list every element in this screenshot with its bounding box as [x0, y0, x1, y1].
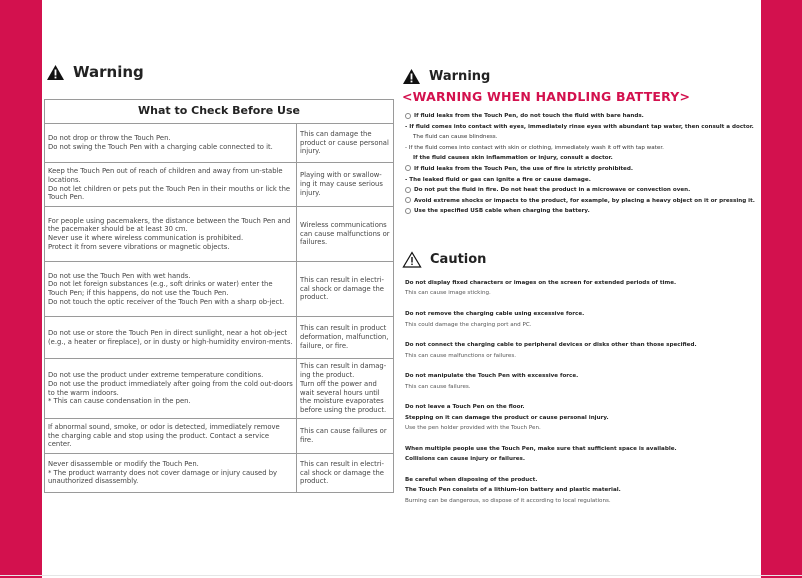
result-cell: This can result in electri-cal shock or damage the product. — [297, 454, 394, 493]
situation-cell: Do not drop or throw the Touch Pen. Do not swing the Touch Pen with a charging cable connected to it. — [45, 124, 297, 163]
caution-item-description: This could damage the charging port and PC. — [405, 321, 532, 328]
battery-warning-title: <WARNING WHEN HANDLING BATTERY> — [402, 89, 691, 104]
battery-warning-line — [405, 175, 755, 186]
situation-cell: Do not use the Touch Pen with wet hands. Do not let foreign substances (e.g., soft drinks or water) enter the Touch Pen; if this happens, do not use the Touch Pen. Do not touch the optic receiver of the Touch Pen with a sharp ob-ject. — [45, 262, 297, 317]
battery-warning-line — [405, 185, 755, 196]
battery-warning-text: - The leaked fluid or gas can ignite a fire or cause damage. — [405, 176, 591, 183]
caution-heading — [402, 251, 486, 268]
caution-item — [405, 402, 755, 433]
battery-warning-text: If fluid leaks from the Touch Pen, the use of fire is strictly prohibited. — [414, 165, 633, 172]
left-warning-title: Warning — [73, 63, 144, 81]
battery-warning-line — [405, 164, 755, 175]
battery-warning-text: - If fluid comes into contact with eyes, immediately rinse eyes with abundant tap water, then consult a doctor. — [405, 123, 754, 130]
table-row — [45, 163, 394, 207]
caution-icon — [402, 251, 422, 268]
caution-item — [405, 278, 755, 299]
circle-bullet-icon — [405, 165, 411, 171]
caution-item-title: Do not manipulate the Touch Pen with excessive force. — [405, 373, 579, 380]
caution-item-title: Do not leave a Touch Pen on the floor. Stepping on it can damage the product or cause personal injury. — [405, 404, 609, 421]
result-cell: This can result in electri-cal shock or damage the product. — [297, 262, 394, 317]
caution-item-description: This can cause malfunctions or failures. — [405, 352, 517, 359]
what-to-check-table — [44, 99, 394, 493]
result-cell: This can result in product deformation, malfunction, failure, or fire. — [297, 317, 394, 359]
battery-warning-text: The fluid can cause blindness. — [413, 134, 498, 141]
circle-bullet-icon — [405, 113, 411, 119]
battery-warning-line — [405, 196, 755, 207]
right-warning-title: Warning — [429, 69, 491, 84]
caution-item — [405, 475, 755, 506]
table-row — [45, 262, 394, 317]
situation-cell: Do not use or store the Touch Pen in direct sunlight, near a hot ob-ject (e.g., a heater or fireplace), or in dusty or high-humidity environ-ments. — [45, 317, 297, 359]
circle-bullet-icon — [405, 208, 411, 214]
circle-bullet-icon — [405, 187, 411, 193]
left-warning-heading — [46, 63, 144, 81]
caution-item-title: Do not remove the charging cable using excessive force. — [405, 311, 585, 318]
battery-warning-text: If fluid leaks from the Touch Pen, do not touch the fluid with bare hands. — [414, 113, 644, 119]
caution-item-title: Do not connect the charging cable to peripheral devices or disks other than those specified. — [405, 342, 697, 349]
battery-warning-line — [405, 132, 755, 143]
situation-cell: If abnormal sound, smoke, or odor is detected, immediately remove the charging cable and stop using the product. Contact a service center. — [45, 419, 297, 454]
caution-item-title: When multiple people use the Touch Pen, make sure that sufficient space is available. Collisions can cause injury or failures. — [405, 445, 677, 463]
table-row — [45, 317, 394, 359]
caution-item-description: This can cause image sticking. — [405, 290, 491, 297]
caution-item-description: This can cause failures. — [405, 383, 471, 390]
result-cell: This can result in damag-ing the product. Turn off the power and wait several hours until the moisture evaporates before using the product. — [297, 359, 394, 419]
situation-cell: For people using pacemakers, the distance between the Touch Pen and the pacemaker should be at least 30 cm. Never use it where wireless communication is prohibited. Protect it from severe vibrations or magnetic objects. — [45, 207, 297, 262]
battery-warning-list — [405, 111, 755, 217]
right-warning-heading — [402, 68, 490, 85]
caution-item — [405, 444, 755, 465]
battery-warning-line — [405, 143, 755, 154]
battery-warning-line — [405, 122, 755, 133]
table-row — [45, 419, 394, 454]
battery-warning-text: - If the fluid comes into contact with skin or clothing, immediately wash it off with tap water. — [405, 144, 664, 151]
result-cell: Playing with or swallow-ing it may cause serious injury. — [297, 163, 394, 207]
situation-cell: Do not use the product under extreme temperature conditions. Do not use the product immediately after going from the cold out-doors to the warm indoors. * This can cause condensation in the pen. — [45, 359, 297, 419]
result-cell: This can damage the product or cause personal injury. — [297, 124, 394, 163]
right-accent-bar — [761, 0, 802, 578]
caution-list — [405, 278, 755, 517]
caution-title: Caution — [430, 252, 487, 267]
table-row — [45, 454, 394, 493]
circle-bullet-icon — [405, 197, 411, 203]
result-cell: This can cause failures or fire. — [297, 419, 394, 454]
caution-item-title: Be careful when disposing of the product. The Touch Pen consists of a lithium-ion battery and plastic material. — [405, 477, 621, 494]
caution-item — [405, 340, 755, 361]
battery-warning-text: If the fluid causes skin inflammation or injury, consult a doctor. — [413, 155, 613, 162]
caution-item-title: Do not display fixed characters or images on the screen for extended periods of time. — [405, 280, 677, 286]
battery-warning-text: Avoid extreme shocks or impacts to the product, for example, by placing a heavy object on it or pressing it. — [414, 197, 755, 204]
situation-cell: Keep the Touch Pen out of reach of children and away from un-stable locations. Do not let children or pets put the Touch Pen in their mouths or lick the Touch Pen. — [45, 163, 297, 207]
left-accent-bar — [0, 0, 42, 578]
table-row — [45, 207, 394, 262]
battery-warning-line — [405, 111, 755, 122]
result-cell: Wireless communications can cause malfunctions or failures. — [297, 207, 394, 262]
warning-icon — [402, 68, 421, 85]
caution-item-description: Burning can be dangerous, so dispose of it according to local regulations. — [405, 497, 611, 504]
caution-item-description: Use the pen holder provided with the Touch Pen. — [405, 425, 541, 432]
battery-warning-text: Do not put the fluid in fire. Do not heat the product in a microwave or convection oven. — [414, 187, 691, 194]
battery-warning-line — [405, 153, 755, 164]
page-bottom-rule — [0, 575, 802, 576]
battery-warning-line — [405, 206, 755, 217]
caution-item — [405, 371, 755, 392]
situation-cell: Never disassemble or modify the Touch Pen. * The product warranty does not cover damage or injury caused by unauthorized disassembly. — [45, 454, 297, 493]
table-row — [45, 124, 394, 163]
caution-item — [405, 309, 755, 330]
table-row — [45, 359, 394, 419]
table-title: What to Check Before Use — [45, 100, 394, 124]
warning-icon — [46, 64, 65, 81]
battery-warning-text: Use the specified USB cable when charging the battery. — [414, 208, 590, 215]
